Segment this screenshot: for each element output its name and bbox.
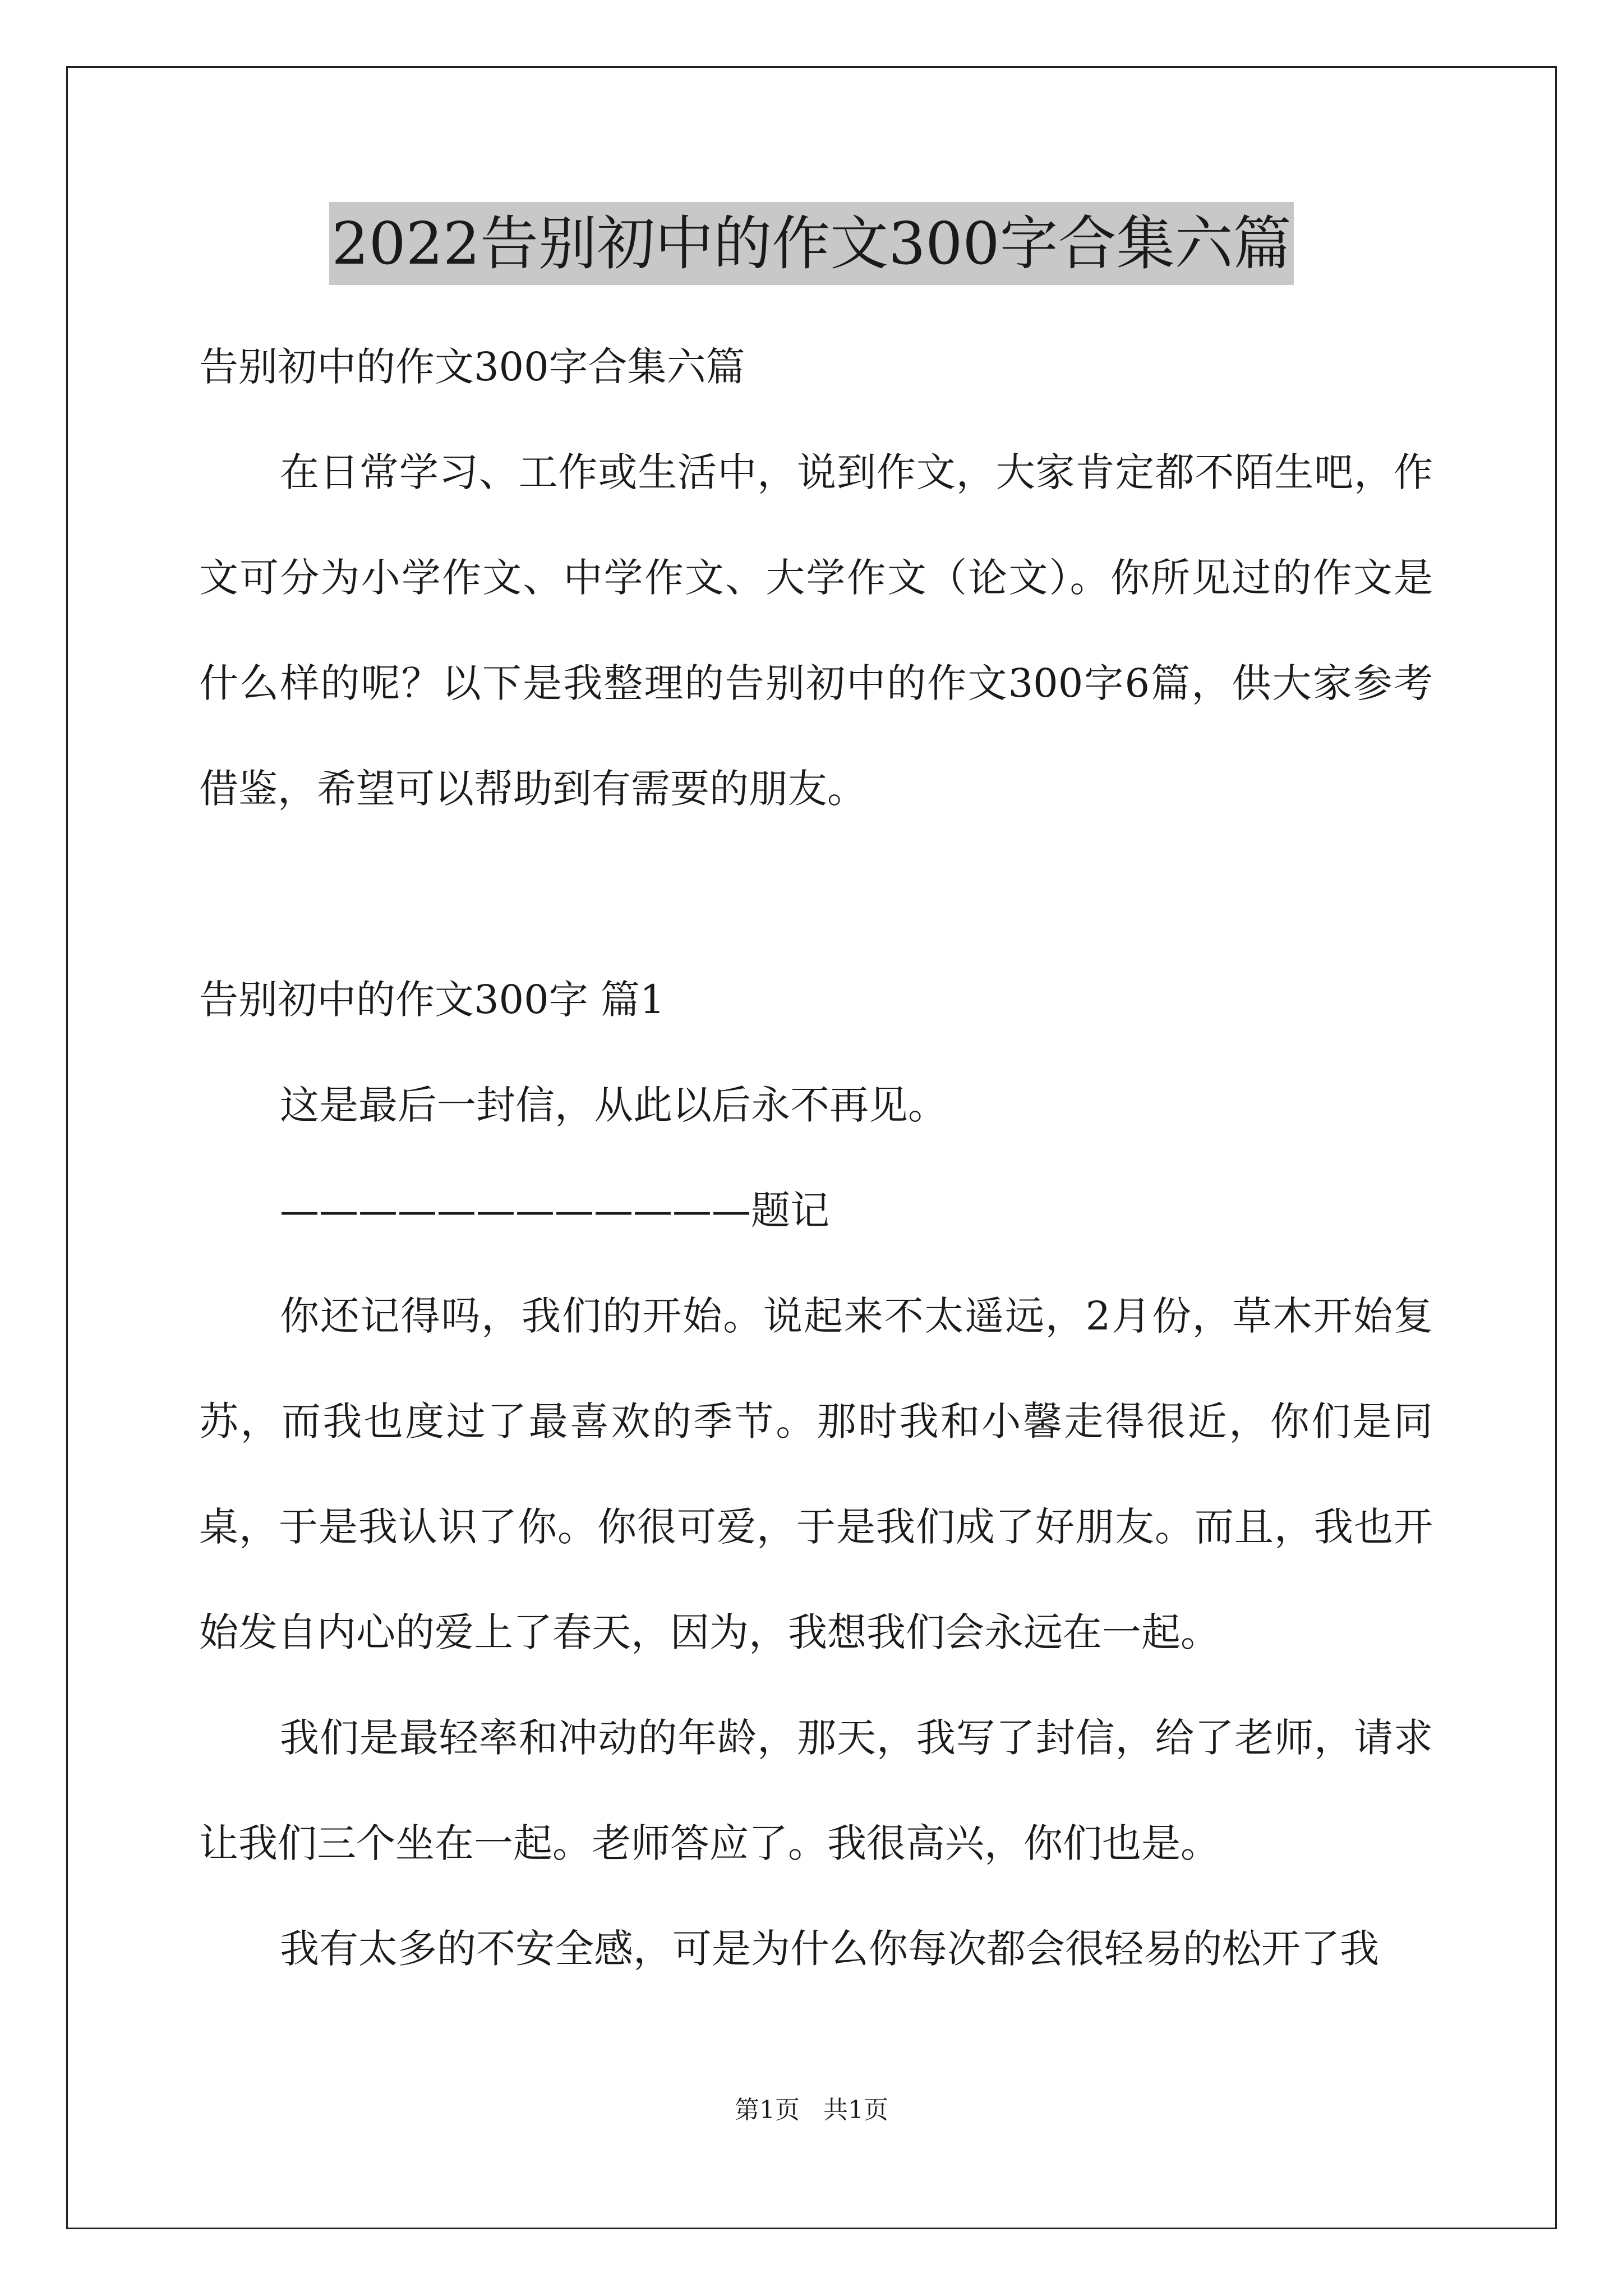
document-title: 2022告别初中的作文300字合集六篇 xyxy=(329,202,1293,285)
title-container xyxy=(0,202,1623,285)
page-footer: 第1页 共1页 xyxy=(735,2096,888,2124)
body-paragraph: 我有太多的不安全感，可是为什么你每次都会很轻易的松开了我 xyxy=(280,1926,1379,1972)
section-spacer xyxy=(199,841,1433,947)
intro-paragraph: 在日常学习、工作或生活中，说到作文，大家肯定都不陌生吧，作文可分为小学作文、中学作文、大学作文（论文）。你所见过的作文是什么样的呢？以下是我整理的告别初中的作文300字6篇，供大家参考借鉴，希望可以帮助到有需要的朋友。 xyxy=(199,449,1433,812)
section-heading: 告别初中的作文300字 篇1 xyxy=(199,977,665,1023)
document-subtitle: 告别初中的作文300字合集六篇 xyxy=(199,344,745,390)
epigraph-line: ————————————题记 xyxy=(280,1188,829,1234)
body-paragraph: 我们是最轻率和冲动的年龄，那天，我写了封信，给了老师，请求让我们三个坐在一起。老师答应了。我很高兴，你们也是。 xyxy=(199,1715,1433,1866)
body-paragraph: 你还记得吗，我们的开始。说起来不太遥远，2月份，草木开始复苏，而我也度过了最喜欢的季节。那时我和小馨走得很近，你们是同桌，于是我认识了你。你很可爱，于是我们成了好朋友。而且，我也开始发自内心的爱上了春天，因为，我想我们会永远在一起。 xyxy=(199,1293,1433,1655)
document-body xyxy=(199,314,1433,2001)
body-paragraph: 这是最后一封信，从此以后永不再见。 xyxy=(280,1082,947,1128)
